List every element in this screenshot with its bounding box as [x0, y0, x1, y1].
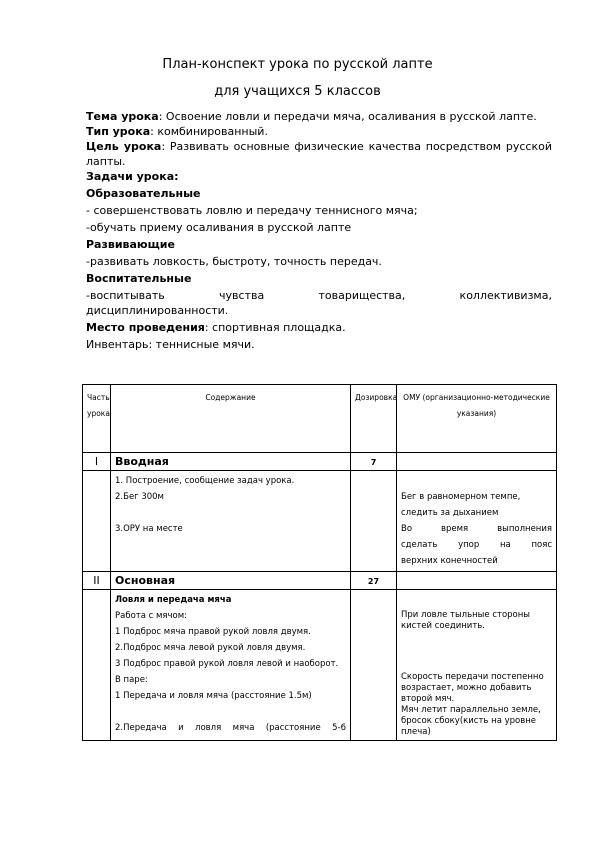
section-omu-empty — [397, 453, 557, 471]
upbringing-item-cont: дисциплинированности. — [86, 304, 229, 317]
upbringing-item — [86, 288, 552, 303]
omu-cell — [397, 471, 557, 572]
omu-line: Бег в равномерном темпе, — [401, 492, 521, 502]
dose-cell — [351, 471, 397, 572]
part-cell — [83, 471, 111, 572]
upbringing-heading: Воспитательные — [86, 272, 192, 285]
omu-note: Скорость передачи постепенно возрастает, можно добавить второй мяч. — [401, 672, 544, 704]
blank-line — [115, 505, 346, 521]
type-paragraph — [86, 124, 552, 139]
content-line: 2.Бег 300м — [115, 492, 164, 502]
developing-heading: Развивающие — [86, 238, 175, 251]
educational-item: - совершенствовать ловлю и передачу теннисного мяча; — [86, 204, 418, 217]
omu-line: следить за дыханием — [401, 508, 499, 518]
section-minutes: 7 — [351, 453, 397, 471]
content-line: 3 Подброс правой рукой ловля левой и наоборот. — [115, 659, 339, 669]
blank-line — [115, 537, 346, 553]
inventory-paragraph: Инвентарь: теннисные мячи. — [86, 338, 255, 351]
section-name: Вводная — [111, 453, 351, 471]
header-content: Содержание — [111, 385, 351, 453]
dose-cell — [351, 590, 397, 741]
table-header-row — [83, 385, 557, 453]
omu-line: сделать упор на пояс — [401, 540, 552, 550]
upbringing-word: товарищества, — [318, 289, 406, 302]
developing-item: -развивать ловкость, быстроту, точность передач. — [86, 255, 382, 268]
upbringing-word: коллективизма, — [459, 289, 552, 302]
lesson-intro — [86, 109, 552, 352]
upbringing-word: -воспитывать — [86, 289, 165, 302]
topic-label: Тема урока — [86, 110, 159, 123]
table-row — [83, 471, 557, 572]
content-cell — [111, 590, 351, 741]
header-omu: ОМУ (организационно-методические указания) — [397, 385, 557, 453]
section-row-intro — [83, 453, 557, 471]
content-cell — [111, 471, 351, 572]
educational-heading: Образовательные — [86, 187, 201, 200]
place-text: : спортивная площадка. — [204, 321, 346, 334]
document-title: План-конспект урока по русской лапте — [162, 57, 433, 72]
content-title: Ловля и передача мяча — [115, 595, 232, 605]
goal-label: Цель урока — [86, 140, 162, 153]
upbringing-word: чувства — [219, 289, 265, 302]
blank-line — [401, 473, 552, 489]
blank-line — [401, 632, 552, 672]
section-number: II — [83, 572, 111, 590]
omu-line: верхних конечностей — [401, 556, 498, 566]
document-subtitle: для учащихся 5 классов — [214, 84, 381, 99]
omu-line: Во время выполнения — [401, 524, 552, 534]
content-line: 2.Подброс мяча левой рукой ловля двумя. — [115, 643, 306, 653]
section-name: Основная — [111, 572, 351, 590]
part-cell — [83, 590, 111, 741]
section-omu-empty — [397, 572, 557, 590]
topic-paragraph — [86, 109, 552, 124]
place-paragraph — [86, 320, 552, 335]
tasks-heading: Задачи урока: — [86, 170, 179, 183]
content-line: 2.Передача и ловля мяча (расстояние 5-6 — [115, 723, 346, 733]
omu-note: Мяч летит параллельно земле, бросок сбоку(кисть на уровне плеча) — [401, 705, 541, 737]
topic-text: : Освоение ловли и передачи мяча, осаливания в русской лапте. — [158, 110, 537, 123]
content-line: 1. Построение, сообщение задач урока. — [115, 476, 295, 486]
section-number: I — [83, 453, 111, 471]
lesson-plan-table — [82, 384, 557, 741]
educational-item: -обучать приему осаливания в русской лапте — [86, 221, 352, 234]
header-dose: Дозировка — [351, 385, 397, 453]
place-label: Место проведения — [86, 321, 205, 334]
content-line: 1 Передача и ловля мяча (расстояние 1.5м) — [115, 691, 312, 701]
header-part: Часть урока — [83, 385, 111, 453]
type-text: : комбинированный. — [150, 125, 268, 138]
type-label: Тип урока — [86, 125, 151, 138]
goal-text: : Развивать основные физические качества посредством русской лапты. — [86, 140, 552, 168]
blank-line — [115, 704, 346, 720]
table-row — [83, 590, 557, 741]
content-line: 1 Подброс мяча правой рукой ловля двумя. — [115, 627, 311, 637]
section-minutes: 27 — [351, 572, 397, 590]
omu-note: При ловле тыльные стороны кистей соединить. — [401, 610, 531, 631]
content-line: Работа с мячом: — [115, 611, 188, 621]
omu-cell — [397, 590, 557, 741]
content-line: В паре: — [115, 675, 148, 685]
section-row-main — [83, 572, 557, 590]
goal-paragraph — [86, 139, 552, 169]
content-line: 3.ОРУ на месте — [115, 524, 183, 534]
blank-line — [401, 592, 552, 610]
